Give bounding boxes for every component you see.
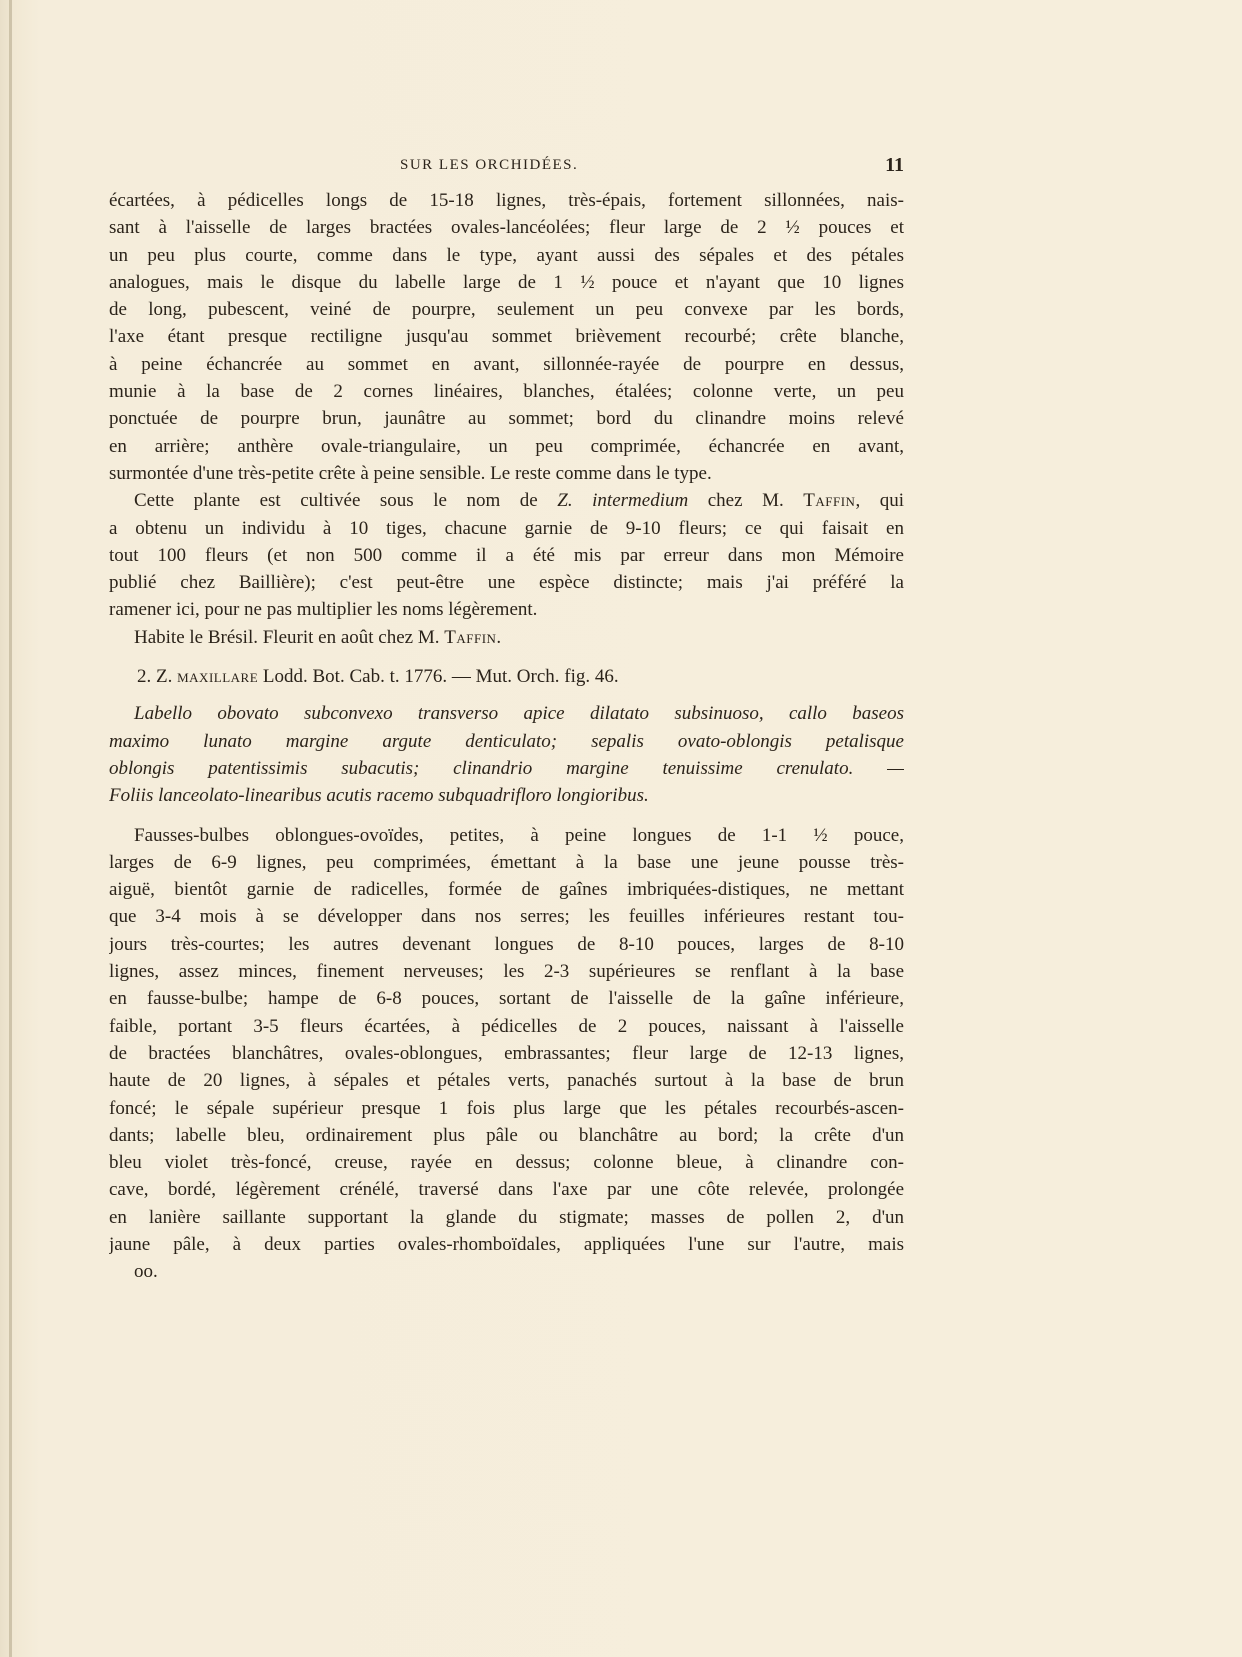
paragraph-species-description — [109, 822, 904, 1259]
text-line: cave, bordé, légèrement crénélé, traversé dans l'axe par une côte relevée, prolongée — [109, 1179, 904, 1201]
text-line: Labello obovato subconvexo transverso apice dilatato subsinuoso, callo baseos — [134, 703, 904, 725]
text-line: jours très-courtes; les autres devenant longues de 8-10 pouces, larges de 8-10 — [109, 933, 904, 955]
paragraph-cultivation-note — [109, 487, 904, 623]
text-line: ramener ici, pour ne pas multiplier les noms légèrement. — [109, 599, 538, 621]
text-line: sant à l'aisselle de larges bractées ovales-lancéolées; fleur large de 2 ½ pouces et — [109, 217, 904, 239]
text-line: foncé; le sépale supérieur presque 1 fois plus large que les pétales recourbés-ascen- — [109, 1097, 904, 1119]
paragraph-flower-description — [109, 187, 904, 487]
text-line: un peu plus courte, comme dans le type, ayant aussi des sépales et des pétales — [109, 244, 904, 266]
text-line: bleu violet très-foncé, creuse, rayée en dessus; colonne bleue, à clinandre con- — [109, 1152, 904, 1174]
text-line: tout 100 fleurs (et non 500 comme il a été mis par erreur dans mon Mémoire — [109, 544, 904, 566]
text-line: publié chez Baillière); c'est peut-être une espèce distincte; mais j'ai préféré la — [109, 572, 904, 594]
text-line: a obtenu un individu à 10 tiges, chacune garnie de 9-10 fleurs; ce qui faisait en — [109, 517, 904, 539]
text-line: de long, pubescent, veiné de pourpre, seulement un peu convexe par les bords, — [109, 299, 904, 321]
species-epithet: maxillare — [177, 666, 259, 688]
text-line: en arrière; anthère ovale-triangulaire, un peu comprimée, échancrée en avant, — [109, 435, 904, 457]
text-line: en lanière saillante supportant la glande du stigmate; masses de pollen 2, d'un — [109, 1206, 904, 1228]
text-line: larges de 6-9 lignes, peu comprimées, émettant à la base une jeune pousse très- — [109, 851, 904, 873]
text-line: ponctuée de pourpre brun, jaunâtre au sommet; bord du clinandre moins relevé — [109, 408, 904, 430]
text-line: écartées, à pédicelles longs de 15-18 lignes, très-épais, fortement sillonnées, nais- — [109, 190, 904, 211]
person-name: Taffin — [803, 490, 856, 512]
text-line: haute de 20 lignes, à sépales et pétales verts, panachés surtout à la base de brun — [109, 1070, 904, 1092]
text-line: dants; labelle bleu, ordinairement plus pâle ou blanchâtre au bord; la crête d'un — [109, 1124, 904, 1146]
signature-mark: oo. — [134, 1261, 158, 1283]
text-line: aiguë, bientôt garnie de radicelles, formée de gaînes imbriquées-distiques, ne mettant — [109, 879, 904, 901]
species-name-italic: Z. intermedium — [557, 490, 689, 512]
text-line: jaune pâle, à deux parties ovales-rhomboïdales, appliquées l'une sur l'autre, mais — [109, 1233, 904, 1255]
text-line: analogues, mais le disque du labelle large de 1 ½ pouce et n'ayant que 10 lignes — [109, 271, 904, 293]
text-line: l'axe étant presque rectiligne jusqu'au sommet brièvement recourbé; crête blanche, — [109, 326, 904, 348]
text-line: en fausse-bulbe; hampe de 6-8 pouces, sortant de l'aisselle de la gaîne inférieure, — [109, 988, 904, 1010]
body-text — [109, 187, 904, 1286]
text-line: à peine échancrée au sommet en avant, sillonnée-rayée de pourpre en dessus, — [109, 353, 904, 375]
page-number: 11 — [885, 154, 904, 176]
page-header — [109, 154, 904, 181]
text-line: maximo lunato margine argute denticulato; sepalis ovato-oblongis petalisque — [109, 730, 904, 752]
text-line: de bractées blanchâtres, ovales-oblongues, embrassantes; fleur large de 12-13 lignes, — [109, 1042, 904, 1064]
book-spine-edge — [9, 0, 12, 1657]
text-line: que 3-4 mois à se développer dans nos serres; les feuilles inférieures restant tou- — [109, 906, 904, 928]
text-line: lignes, assez minces, finement nerveuses; les 2-3 supérieures se renflant à la base — [109, 961, 904, 983]
text-line: Fausses-bulbes oblongues-ovoïdes, petites, à peine longues de 1-1 ½ pouce, — [134, 824, 904, 846]
text-line: munie à la base de 2 cornes linéaires, blanches, étalées; colonne verte, un peu — [109, 381, 904, 403]
text-line: Habite le Brésil. Fleurit en août chez M. Taffin. — [134, 626, 502, 648]
running-title: SUR LES ORCHIDÉES. — [400, 157, 579, 173]
text-line: surmontée d'une très-petite crête à peine sensible. Le reste comme dans le type. — [109, 462, 712, 484]
text-line: oblongis patentissimis subacutis; clinandrio margine tenuissime crenulato. — — [109, 757, 904, 779]
text-line: Foliis lanceolato-linearibus acutis racemo subquadrifloro longioribus. — [109, 785, 649, 807]
text-line: Cette plante est cultivée sous le nom de Z. intermedium chez M. Taffin, qui — [134, 490, 904, 512]
latin-diagnosis — [109, 700, 904, 809]
text-line: faible, portant 3-5 fleurs écartées, à pédicelles de 2 pouces, naissant à l'aisselle — [109, 1015, 904, 1037]
species-heading — [109, 663, 904, 690]
person-name: Taffin — [444, 626, 497, 648]
paragraph-habitat — [109, 624, 904, 651]
text-line: 2. Z. maxillare Lodd. Bot. Cab. t. 1776. — Mut. Orch. fig. 46. — [137, 666, 619, 688]
